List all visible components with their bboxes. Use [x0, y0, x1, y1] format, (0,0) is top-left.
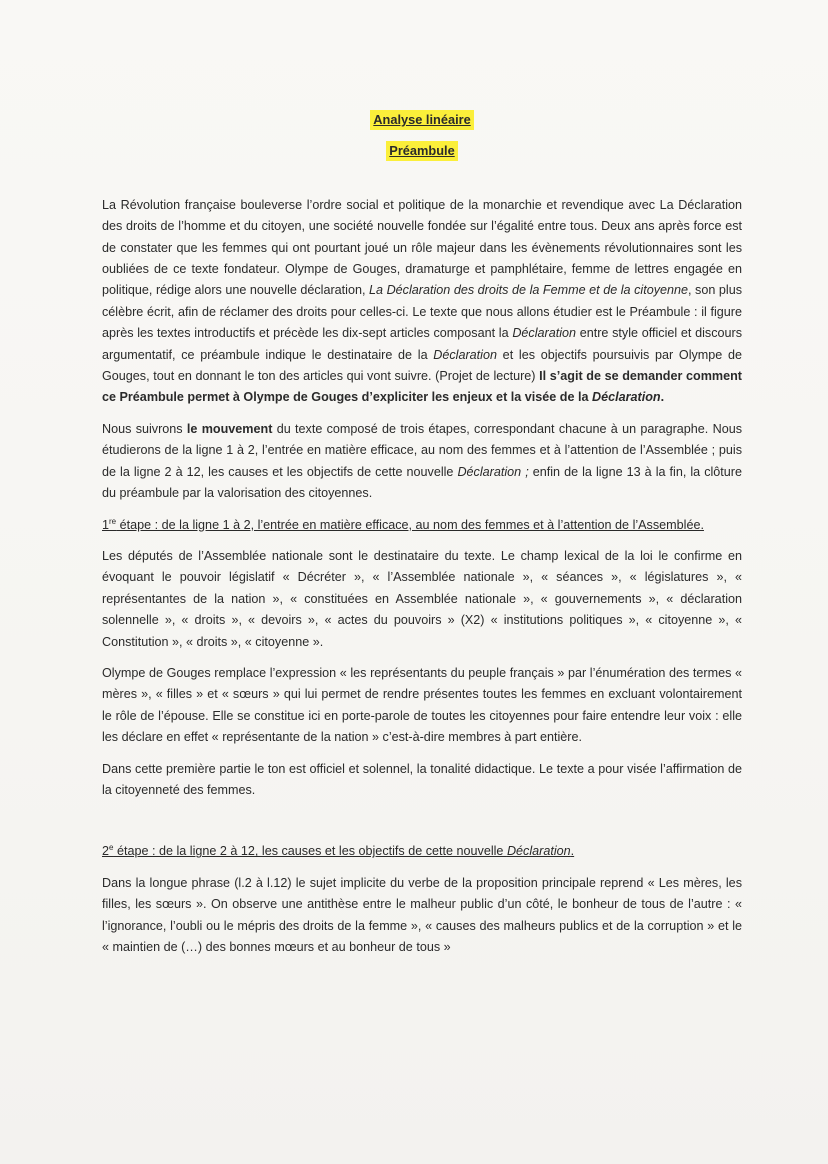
intro-italic-title: La Déclaration des droits de la Femme et de la citoyenne: [369, 283, 689, 298]
step1-paragraph-1: Les députés de l’Assemblée nationale sont le destinataire du texte. Le champ lexical de la loi le confirme en évoquant le pouvoir législatif « Décréter », « l’Assemblée nationale », « séances », « législatures », « représentantes de la nation », « constituées en Assemblée nationale », « gouvernements », « déclaration solennelle », « droits », « devoirs », « actes du pouvoirs » (X2) « institutions politiques », « citoyenne », « Constitution », « droits », « citoyenne ».: [102, 548, 742, 649]
plan-bold: le mouvement: [186, 421, 273, 436]
step1-heading: [102, 515, 742, 536]
step1-heading-text: étape : de la ligne 1 à 2, l’entrée en matière efficace, au nom des femmes et à l’attention de l’Assemblée.: [116, 517, 704, 532]
step2-heading-end: .: [570, 844, 575, 859]
intro-italic: Déclaration: [512, 326, 577, 341]
problematique-end: .: [660, 390, 665, 405]
document-body: [102, 110, 742, 958]
intro-paragraph: [102, 195, 742, 409]
problematique: Il s’agit de se demander comment ce Préambule permet à Olympe de Gouges d’expliciter les enjeux et la visée de la: [102, 369, 742, 405]
intro-text: La Révolution française bouleverse l’ordre social et politique de la monarchie et revendique avec La Déclaration des droits de l’homme et du citoyen, une société nouvelle fondée sur l’égalité entre tous. Deux ans après force est de constater que les femmes qui ont pourtant joué un rôle majeur dans les évènements révolutionnaires sont les oubliées de ce texte fondateur. Olympe de Gouges, dramaturge et pamphlétaire, femme de lettres engagée en politique, rédige alors une nouvelle déclaration,: [102, 197, 742, 298]
page-title: Analyse linéaire: [370, 110, 473, 130]
intro-italic: Déclaration: [433, 347, 497, 362]
plan-italic: Déclaration ;: [457, 464, 529, 479]
step2-ordinal: e: [109, 843, 114, 853]
step1-ordinal: re: [109, 516, 117, 526]
page-subtitle: Préambule: [386, 141, 457, 161]
step2-number: 2: [102, 844, 110, 859]
step2-heading-text: étape : de la ligne 2 à 12, les causes et les objectifs de cette nouvelle: [113, 844, 507, 859]
step1-number: 1: [102, 517, 110, 532]
subtitle-block: [102, 141, 742, 162]
plan-text: enfin de la ligne 13 à la fin, la clôture du préambule par la valorisation des citoyennes.: [102, 464, 742, 501]
intro-text: et les objectifs poursuivis par Olympe de Gouges, tout en donnant le ton des articles qui vont suivre. (Projet de lecture): [102, 347, 743, 384]
problematique-italic: Déclaration: [591, 390, 661, 405]
step2-paragraph-1: Dans la longue phrase (l.2 à l.12) le sujet implicite du verbe de la proposition principale reprend « Les mères, les filles, les sœurs ». On observe une antithèse entre le malheur public d’un côté, le bonheur de tous de l’autre : « l’ignorance, l’oubli ou le mépris des droits de la femme », « causes des malheurs publics et de la corruption » et le « maintien de (…) des bonnes mœurs et au bonheur de tous »: [102, 875, 742, 954]
title-block: [102, 110, 742, 131]
intro-text: entre style officiel et discours argumentatif, ce préambule indique le destinataire de la: [102, 326, 743, 362]
step2-heading-italic: Déclaration: [506, 844, 571, 859]
plan-paragraph: [102, 419, 742, 505]
step1-paragraph-2: Olympe de Gouges remplace l’expression « les représentants du peuple français » par l’énumération des termes « mères », « filles » et « sœurs » qui lui permet de rendre présentes toutes les femmes en excluant volontairement le rôle de l’épouse. Elle se constitue ici en porte-parole de toutes les citoyennes pour faire entendre leur voix : elle les déclare en effet « représentante de la nation » c’est-à-dire membres à part entière.: [102, 665, 742, 745]
plan-text: du texte composé de trois étapes, correspondant chacune à un paragraphe. Nous étudierons de la ligne 1 à 2, l’entrée en matière efficace, au nom des femmes et à l’attention de l’Assemblée ; puis de la ligne 2 à 12, les causes et les objectifs de cette nouvelle: [102, 421, 743, 479]
step2-heading: [102, 841, 742, 862]
plan-text: Nous suivrons: [102, 421, 187, 436]
step1-paragraph-3: Dans cette première partie le ton est officiel et solennel, la tonalité didactique. Le texte a pour visée l’affirmation de la citoyenneté des femmes.: [102, 761, 742, 797]
intro-text: , son plus célèbre écrit, afin de réclamer des droits pour celles-ci. Le texte que nous allons étudier est le Préambule : il figure après les textes introductifs et précède les dix-sept articles composant la: [102, 283, 743, 341]
